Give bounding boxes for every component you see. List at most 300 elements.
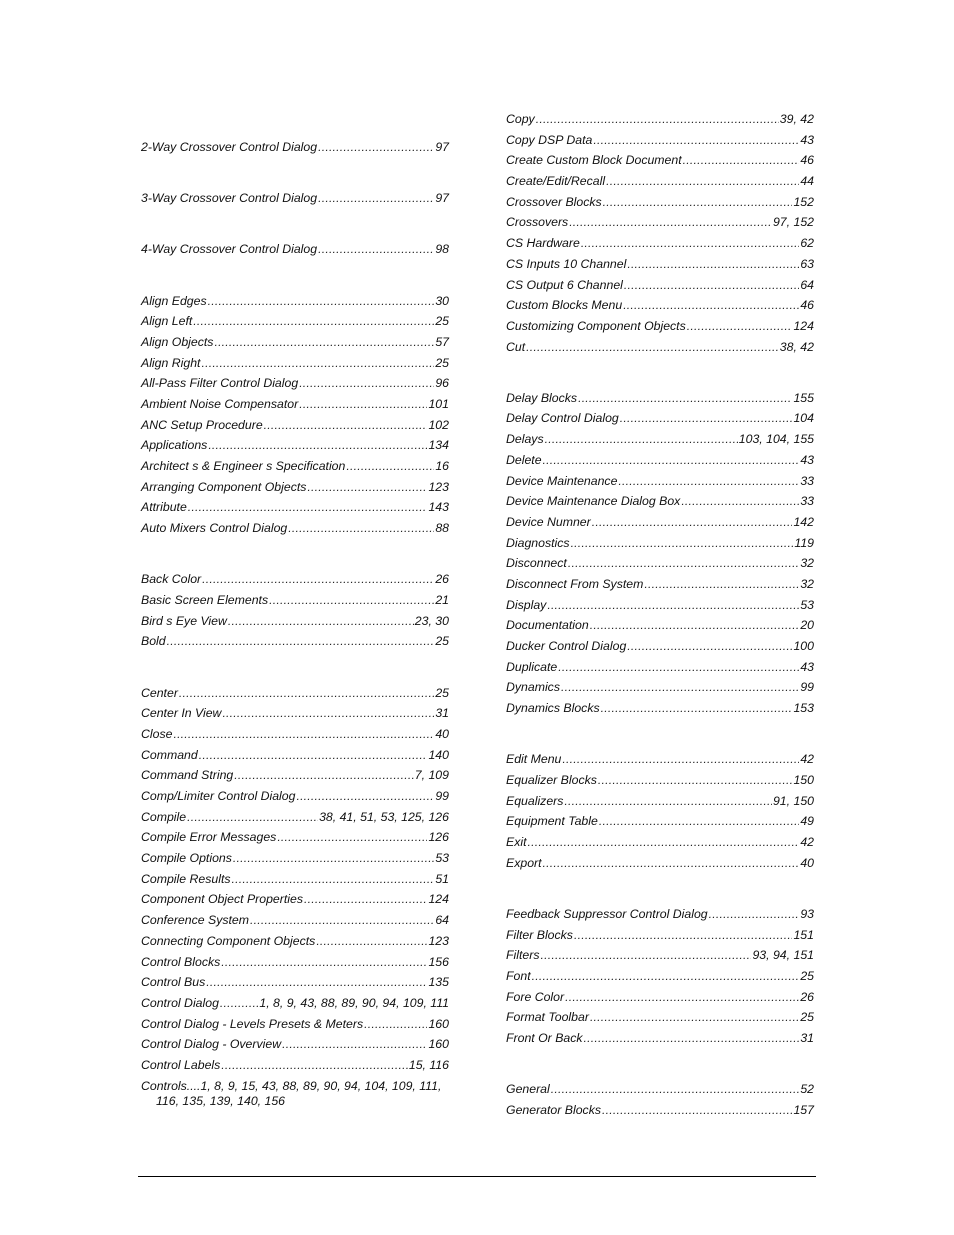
index-term: Control Blocks	[141, 954, 221, 969]
index-term: Format Toolbar	[506, 1010, 589, 1025]
index-term: Duplicate	[506, 659, 558, 674]
index-dot-leader	[201, 356, 434, 370]
index-term: Edit Menu	[506, 752, 562, 767]
index-term: Conference System	[141, 913, 249, 928]
index-entry	[141, 572, 449, 593]
index-dot-leader	[602, 1103, 792, 1117]
index-term: Compile	[141, 809, 187, 824]
index-page-numbers: 101	[428, 397, 449, 411]
index-page-numbers: 135	[428, 975, 449, 990]
index-page-numbers: 1, 8, 9, 15, 43, 88, 89, 90, 94, 104, 109, 111, 116, 135, 139, 140, 156	[156, 1078, 442, 1108]
index-entry	[141, 686, 449, 707]
index-dot-leader	[578, 391, 792, 405]
index-page-numbers: 25	[800, 968, 814, 983]
index-dot-leader	[558, 660, 799, 674]
index-term: Attribute	[141, 500, 187, 515]
index-entry	[141, 459, 449, 480]
index-page-numbers: 46	[800, 298, 814, 313]
index-page-numbers: 20	[800, 618, 814, 633]
index-page-numbers: 97	[435, 191, 449, 206]
index-term: Feedback Suppressor Control Dialog	[506, 906, 708, 921]
index-dot-leader	[623, 298, 799, 312]
index-page-numbers: 119	[794, 535, 814, 550]
index-term: Crossover Blocks	[506, 194, 602, 209]
index-term: Bird s Eye View	[141, 613, 227, 628]
index-section-gap	[141, 542, 449, 573]
index-entry	[506, 969, 814, 990]
index-dot-leader	[282, 1037, 427, 1051]
index-dot-leader	[234, 768, 414, 782]
index-page-numbers: 102	[428, 417, 449, 432]
index-term: Delay Control Dialog	[506, 411, 619, 426]
index-term: Documentation	[506, 618, 589, 633]
index-dot-leader	[564, 794, 772, 808]
index-term: Dynamics	[506, 680, 560, 695]
index-page-numbers: 134	[428, 438, 449, 453]
index-term: Diagnostics	[506, 535, 570, 550]
index-dot-leader	[304, 892, 427, 906]
index-dot-leader	[221, 1058, 408, 1072]
index-dot-leader	[603, 195, 793, 209]
index-page-numbers: 40	[800, 855, 814, 870]
index-dot-leader	[526, 340, 779, 354]
index-dot-leader	[687, 319, 793, 333]
index-dot-leader	[299, 376, 434, 390]
index-page-numbers: 142	[793, 514, 814, 529]
index-term: Filter Blocks	[506, 927, 573, 942]
index-page-numbers: 160	[428, 1037, 449, 1052]
index-page-numbers: 93	[800, 906, 814, 921]
index-term: General	[506, 1082, 550, 1097]
index-dot-leader	[318, 242, 434, 256]
index-entry	[506, 133, 814, 154]
index-term: CS Hardware	[506, 236, 580, 251]
index-entry	[506, 556, 814, 577]
index-dot-leader	[561, 680, 799, 694]
index-dot-leader	[551, 1082, 800, 1096]
index-term: Fore Color	[506, 989, 565, 1004]
index-entry	[506, 195, 814, 216]
index-term: Align Objects	[141, 334, 214, 349]
index-page-numbers: 51	[435, 871, 449, 886]
index-page-numbers: 97, 152	[772, 215, 814, 230]
index-dot-leader	[288, 521, 434, 535]
index-term: Center	[141, 685, 178, 700]
index-page-numbers: 33	[800, 494, 814, 509]
index-entry	[506, 948, 814, 969]
index-entry	[506, 236, 814, 257]
index-entry	[506, 752, 814, 773]
index-term: Center In View	[141, 706, 222, 721]
index-page-numbers: 53	[800, 597, 814, 612]
index-dot-leader	[709, 907, 800, 921]
index-page-numbers: 62	[800, 236, 814, 251]
index-term: Disconnect From System	[506, 576, 644, 591]
index-term: Bold	[141, 634, 166, 649]
index-dot-leader	[543, 856, 800, 870]
index-entry	[506, 1103, 814, 1124]
index-entry	[506, 660, 814, 681]
index-section-gap	[141, 263, 449, 294]
index-entry	[141, 335, 449, 356]
index-page-numbers: 39, 42	[779, 112, 814, 126]
index-column-right	[506, 112, 814, 1124]
index-entry	[506, 453, 814, 474]
index-dot-leader	[193, 314, 434, 328]
index-page-numbers: 43	[800, 452, 814, 467]
index-entry	[506, 577, 814, 598]
index-page-numbers: 32	[800, 576, 814, 591]
index-entry	[141, 1037, 449, 1058]
index-entry	[141, 706, 449, 727]
index-entry	[141, 634, 449, 655]
index-dot-leader	[222, 706, 434, 720]
index-page-numbers: 160	[428, 1016, 449, 1031]
index-page-numbers: 123	[428, 479, 449, 494]
index-page-numbers: 143	[428, 500, 449, 515]
index-entry	[141, 810, 449, 831]
index-dot-leader	[214, 335, 434, 349]
index-page-numbers: 151	[793, 927, 814, 942]
index-term: CS Output 6 Channel	[506, 277, 623, 292]
index-page-numbers: 156	[428, 954, 449, 969]
index-page-numbers: 32	[800, 556, 814, 571]
index-term: All-Pass Filter Control Dialog	[141, 376, 299, 391]
index-page-numbers: 21	[435, 593, 449, 607]
index-page-numbers: 150	[793, 772, 814, 787]
index-entry	[141, 521, 449, 542]
index-page-numbers: 43	[800, 659, 814, 674]
index-term: Create/Edit/Recall	[506, 174, 606, 189]
index-page-numbers: 30	[435, 293, 449, 308]
index-entry	[506, 494, 814, 515]
index-term: CS Inputs 10 Channel	[506, 256, 627, 271]
index-entry	[141, 830, 449, 851]
index-dot-leader	[220, 996, 258, 1010]
index-entry	[141, 1058, 449, 1079]
index-entry	[506, 391, 814, 412]
index-entry	[141, 1017, 449, 1038]
index-dot-leader	[590, 618, 800, 632]
index-dot-leader	[601, 701, 793, 715]
index-page-numbers: 96	[435, 376, 449, 391]
index-entry	[506, 990, 814, 1011]
index-term: Compile Error Messages	[141, 830, 277, 845]
index-dot-leader	[581, 236, 800, 250]
index-dot-leader	[221, 955, 427, 969]
index-page-numbers: 98	[435, 242, 449, 257]
index-column-left	[141, 140, 449, 1109]
index-dot-leader	[598, 773, 793, 787]
index-page-numbers: 100	[793, 639, 814, 653]
index-dot-leader	[208, 438, 427, 452]
index-term: ANC Setup Procedure	[141, 417, 263, 432]
index-page-numbers: 52	[800, 1082, 814, 1097]
index-dot-leader	[593, 133, 799, 147]
index-entry	[141, 418, 449, 439]
index-entry	[141, 851, 449, 872]
index-dot-leader	[620, 411, 793, 425]
index-dot-leader	[296, 789, 434, 803]
index-term: Controls	[141, 1078, 187, 1093]
index-term: Control Dialog - Overview	[141, 1037, 282, 1052]
index-section-gap	[506, 1052, 814, 1083]
index-dot-leader	[269, 593, 434, 607]
index-entry	[506, 856, 814, 877]
index-entry	[141, 140, 449, 161]
index-page-numbers: 31	[435, 706, 449, 721]
index-section-gap	[141, 655, 449, 686]
index-term: Copy	[506, 112, 535, 126]
index-entry	[506, 112, 814, 133]
index-dot-leader	[590, 1010, 799, 1024]
index-term: Back Color	[141, 572, 202, 587]
index-entry	[141, 294, 449, 315]
index-term: Device Maintenance	[506, 473, 618, 488]
index-page-numbers: 26	[435, 572, 449, 587]
index-page-numbers: 31	[800, 1031, 814, 1045]
index-dot-leader	[318, 140, 434, 154]
index-page-numbers: 88	[435, 521, 449, 536]
index-page-numbers: 43	[800, 132, 814, 147]
index-entry	[141, 397, 449, 418]
index-term: Generator Blocks	[506, 1102, 602, 1117]
index-entry	[506, 257, 814, 278]
index-page-numbers: 25	[435, 685, 449, 700]
index-term: Exit	[506, 835, 527, 849]
index-page-numbers: 40	[435, 726, 449, 741]
index-dot-leader	[592, 515, 793, 529]
index-dot-leader	[565, 990, 799, 1004]
index-term: Crossovers	[506, 215, 569, 230]
index-dot-leader	[569, 215, 772, 229]
index-dot-leader	[346, 459, 434, 473]
index-dot-leader	[540, 948, 751, 962]
index-entry	[141, 614, 449, 635]
index-term: Disconnect	[506, 556, 567, 571]
index-entry	[141, 768, 449, 789]
index-entry	[141, 593, 449, 614]
index-entry	[506, 432, 814, 453]
index-dot-leader	[179, 686, 434, 700]
index-page-numbers: 15, 116	[408, 1057, 449, 1072]
index-term: 3-Way Crossover Control Dialog	[141, 191, 318, 206]
index-entry	[141, 955, 449, 976]
index-term: Delete	[506, 452, 542, 467]
index-term: Equalizers	[506, 793, 564, 808]
index-entry	[141, 996, 449, 1017]
index-page-numbers: 104	[793, 411, 814, 426]
index-entry	[141, 892, 449, 913]
index-dot-leader	[167, 634, 435, 648]
index-dot-leader	[618, 474, 799, 488]
index-page-numbers: 140	[428, 747, 449, 762]
index-page-numbers: 126	[428, 830, 449, 845]
index-dot-leader	[536, 112, 779, 126]
index-term: Align Edges	[141, 293, 207, 308]
index-term: Create Custom Block Document	[506, 153, 682, 168]
index-entry	[506, 907, 814, 928]
index-entry	[141, 789, 449, 810]
index-entry	[506, 340, 814, 361]
index-term: Dynamics Blocks	[506, 701, 600, 716]
index-dot-leader	[206, 975, 427, 989]
index-term: Control Bus	[141, 975, 206, 990]
index-term: Architect s & Engineer s Specification	[141, 459, 346, 474]
index-dot-leader	[307, 480, 427, 494]
index-page-numbers: 103, 104, 155	[738, 432, 814, 447]
index-page-numbers: 33	[800, 473, 814, 488]
index-entry	[141, 872, 449, 893]
index-term: Custom Blocks Menu	[506, 298, 623, 313]
index-entry	[141, 748, 449, 769]
index-entry	[506, 598, 814, 619]
index-entry	[141, 438, 449, 459]
index-page-numbers: 1, 8, 9, 43, 88, 89, 90, 94, 109, 111	[259, 995, 449, 1010]
index-term: Compile Results	[141, 871, 231, 886]
index-dot-leader	[208, 294, 435, 308]
index-dot-leader: ....	[186, 1078, 201, 1093]
index-page-numbers: 157	[793, 1102, 814, 1117]
index-dot-leader	[173, 727, 434, 741]
index-term: Compile Options	[141, 851, 232, 866]
index-term: Auto Mixers Control Dialog	[141, 521, 288, 536]
index-page-numbers: 91, 150	[772, 793, 814, 808]
index-entry	[141, 242, 449, 263]
index-entry	[141, 727, 449, 748]
index-dot-leader	[599, 814, 799, 828]
index-term: Export	[506, 855, 542, 870]
index-dot-leader	[584, 1031, 800, 1045]
index-dot-leader	[681, 494, 799, 508]
index-page-numbers: 124	[428, 892, 449, 907]
index-dot-leader	[571, 536, 794, 550]
index-term: Connecting Component Objects	[141, 933, 316, 948]
index-page-numbers: 44	[800, 174, 814, 189]
index-section-gap	[506, 360, 814, 391]
index-term: Device Maintenance Dialog Box	[506, 494, 681, 509]
index-dot-leader	[545, 432, 738, 446]
index-entry	[506, 639, 814, 660]
index-entry	[141, 975, 449, 996]
index-entry	[506, 1082, 814, 1103]
index-dot-leader	[228, 614, 414, 628]
index-dot-leader	[233, 851, 434, 865]
index-entry	[506, 794, 814, 815]
index-term: Arranging Component Objects	[141, 479, 307, 494]
index-entry	[506, 773, 814, 794]
index-term: Copy DSP Data	[506, 132, 593, 147]
index-entry	[141, 913, 449, 934]
index-page-numbers: 99	[800, 680, 814, 695]
index-entry	[506, 680, 814, 701]
index-term: Device Numner	[506, 514, 591, 529]
index-dot-leader	[543, 453, 800, 467]
index-dot-leader	[574, 928, 793, 942]
index-page-numbers: 57	[435, 334, 449, 349]
index-entry	[506, 215, 814, 236]
index-dot-leader	[606, 174, 799, 188]
index-page-numbers: 53	[435, 851, 449, 866]
index-entry	[506, 174, 814, 195]
index-page-numbers: 153	[793, 701, 814, 716]
index-term: Delays	[506, 432, 544, 447]
index-page-numbers: 25	[435, 634, 449, 649]
index-dot-leader	[202, 572, 434, 586]
index-dot-leader	[683, 153, 800, 167]
index-entry	[506, 515, 814, 536]
index-term: Command	[141, 747, 198, 762]
index-dot-leader	[316, 934, 427, 948]
index-entry	[506, 835, 814, 856]
index-page-numbers: 46	[800, 153, 814, 168]
index-entry	[141, 500, 449, 521]
index-page-numbers: 23, 30	[414, 613, 449, 628]
index-term: Basic Screen Elements	[141, 593, 269, 607]
index-page-numbers: 97	[435, 140, 449, 154]
index-page-numbers: 152	[793, 194, 814, 209]
index-term: Applications	[141, 438, 208, 453]
index-dot-leader	[568, 556, 799, 570]
index-term: Command String	[141, 768, 234, 783]
index-term: Ambient Noise Compensator	[141, 397, 299, 411]
footer-rule	[138, 1176, 816, 1177]
index-page-numbers: 25	[800, 1010, 814, 1025]
index-dot-leader	[532, 969, 800, 983]
index-page-numbers: 42	[800, 752, 814, 767]
index-entry	[141, 191, 449, 212]
index-term: Comp/Limiter Control Dialog	[141, 789, 296, 803]
index-section-gap	[506, 722, 814, 753]
index-entry	[506, 536, 814, 557]
index-dot-leader	[187, 810, 318, 824]
index-dot-leader	[250, 913, 434, 927]
index-term: Delay Blocks	[506, 390, 578, 405]
index-dot-leader	[627, 257, 799, 271]
index-dot-leader	[188, 500, 428, 514]
index-term: Equipment Table	[506, 814, 598, 829]
index-dot-leader	[232, 872, 435, 886]
index-term: Equalizer Blocks	[506, 772, 597, 787]
index-entry	[506, 474, 814, 495]
index-page-numbers: 155	[793, 390, 814, 405]
index-entry	[506, 1010, 814, 1031]
index-entry	[506, 928, 814, 949]
index-page-numbers: 63	[800, 256, 814, 271]
index-page-numbers: 7, 109	[414, 768, 449, 783]
index-entry	[141, 1079, 449, 1109]
index-entry	[506, 701, 814, 722]
index-dot-leader	[277, 830, 427, 844]
index-entry	[506, 618, 814, 639]
index-term: Ducker Control Dialog	[506, 639, 627, 653]
index-page-numbers: 38, 41, 51, 53, 125, 126	[319, 809, 449, 824]
index-term: 2-Way Crossover Control Dialog	[141, 140, 318, 154]
index-term: Align Right	[141, 355, 201, 370]
index-section-gap	[141, 161, 449, 192]
index-entry	[506, 319, 814, 340]
index-page-numbers: 64	[435, 913, 449, 928]
index-term: Component Object Properties	[141, 892, 303, 907]
index-entry	[141, 376, 449, 397]
index-term: 4-Way Crossover Control Dialog	[141, 242, 318, 257]
index-page-numbers: 99	[435, 789, 449, 803]
index-term: Front Or Back	[506, 1031, 583, 1045]
index-section-gap	[506, 876, 814, 907]
index-term: Close	[141, 726, 173, 741]
index-page-numbers: 64	[800, 277, 814, 292]
index-entry	[506, 1031, 814, 1052]
